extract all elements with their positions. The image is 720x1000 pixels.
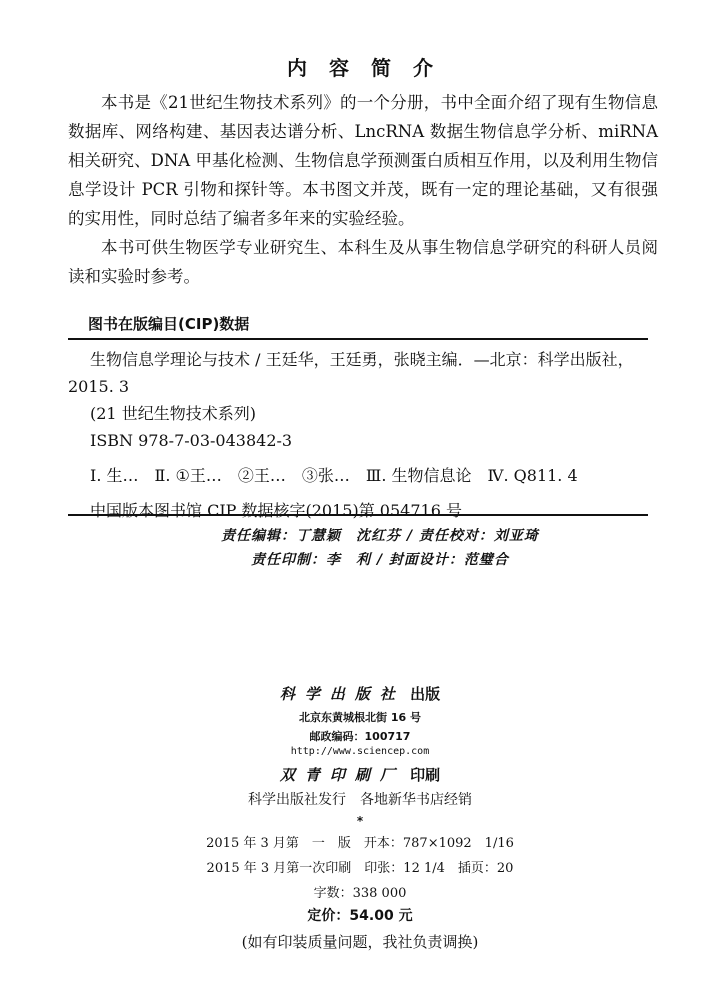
cip-record xyxy=(68,346,653,524)
cip-isbn: ISBN 978-7-03-043842-3 xyxy=(90,431,293,450)
publisher-line xyxy=(0,683,720,704)
distribution-line: 科学出版社发行 各地新华书店经销 xyxy=(248,792,472,808)
edition-line: 2015 年 3 月第 一 版 开本：787×1092 1/16 xyxy=(206,836,514,851)
printer-suffix: 印刷 xyxy=(410,766,441,784)
separator-star: * xyxy=(356,814,364,828)
publisher-postcode: 邮政编码：100717 xyxy=(309,730,411,743)
publisher-name: 科学出版社 xyxy=(279,685,405,703)
editor-credits: 责任编辑：丁慧颖 沈红芬 / 责任校对：刘亚琦 xyxy=(221,528,539,544)
printer-name: 双青印刷厂 xyxy=(279,766,405,784)
intro-paragraph: 本书是《21世纪生物技术系列》的一个分册，书中全面介绍了现有生物信息数据库、网络构建、基因表达谱分析、LncRNA 数据生物信息学分析、miRNA 相关研究、DNA 甲基化检测、生物信息学预测蛋白质相互作用，以及利用生物信息学设计 PCR 引物和探针等。本书图文并茂，既有一定的理论基础，又有很强的实用性，同时总结了编者多年来的实验经验。 xyxy=(68,93,658,228)
quality-notice: (如有印装质量问题，我社负责调换) xyxy=(241,933,479,951)
publisher-suffix: 出版 xyxy=(410,685,441,703)
price: 定价：54.00 元 xyxy=(307,908,413,924)
cip-library-record: 中国版本图书馆 CIP 数据核字(2015)第 054716 号 xyxy=(90,501,462,520)
publisher-address: 北京东黄城根北街 16 号 xyxy=(299,711,421,724)
intro-body xyxy=(68,88,658,291)
word-count: 字数：338 000 xyxy=(313,886,407,901)
cip-top-rule xyxy=(68,338,648,340)
intro-title: 内容简介 xyxy=(287,56,455,80)
cip-heading: 图书在版编目(CIP)数据 xyxy=(88,315,250,333)
publisher-url: http://www.sciencep.com xyxy=(290,746,430,757)
cip-bottom-rule xyxy=(68,514,648,516)
intro-paragraph: 本书可供生物医学专业研究生、本科生及从事生物信息学研究的科研人员阅读和实验时参考。 xyxy=(68,238,658,286)
printer-line xyxy=(0,764,720,785)
production-credits: 责任印制：李 利 / 封面设计：范璧合 xyxy=(251,552,509,568)
cip-main-entry: 生物信息学理论与技术 / 王廷华，王廷勇，张晓主编．—北京：科学出版社，2015. 3 xyxy=(68,350,634,396)
printing-line: 2015 年 3 月第一次印刷 印张：12 1/4 插页：20 xyxy=(206,861,514,876)
cip-series: (21 世纪生物技术系列) xyxy=(90,404,256,423)
cip-classification: Ⅰ. 生… Ⅱ. ①王… ②王… ③张… Ⅲ. 生物信息论 Ⅳ. Q811. 4 xyxy=(90,466,578,485)
